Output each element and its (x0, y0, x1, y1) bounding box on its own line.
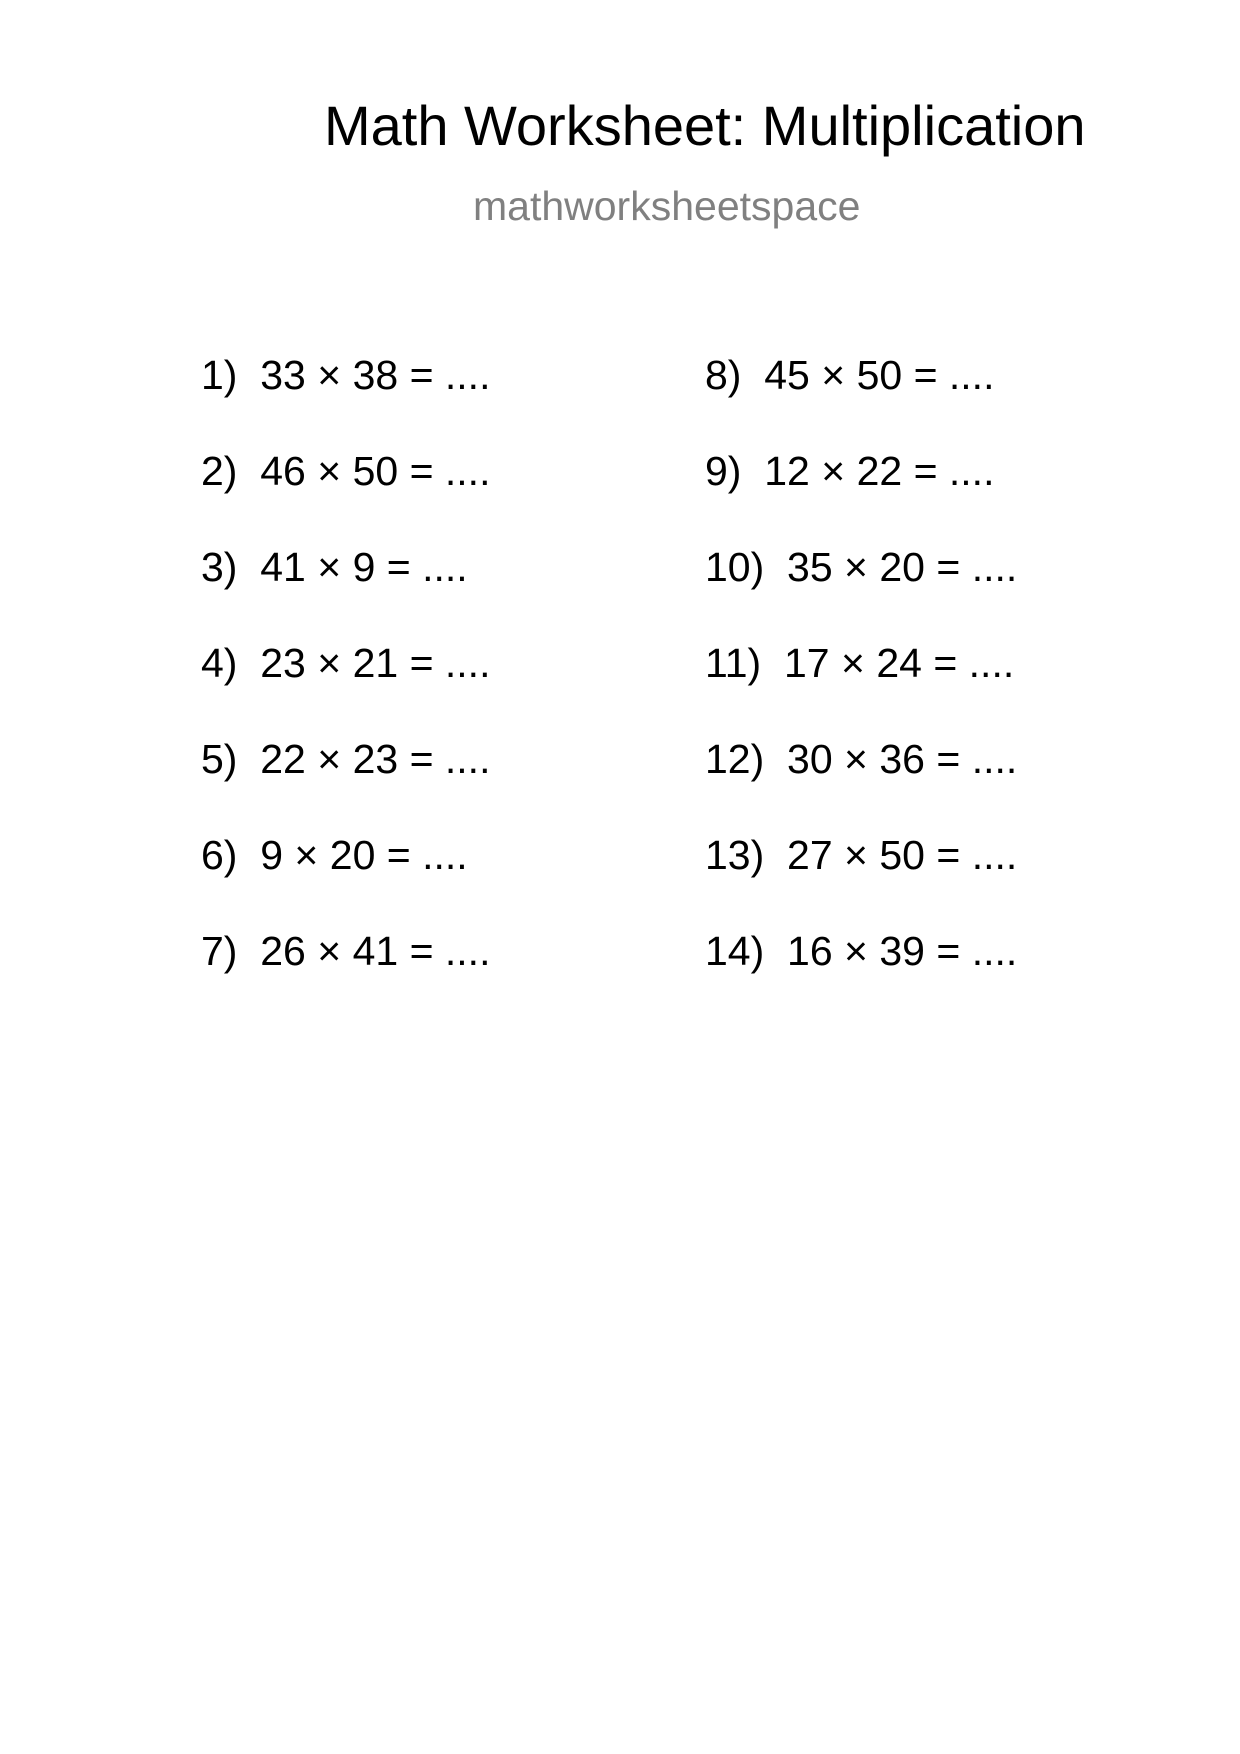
problem-7: 7) 26 × 41 = .... (201, 928, 491, 974)
problem-5: 5) 22 × 23 = .... (201, 736, 491, 782)
problem-3: 3) 41 × 9 = .... (201, 544, 468, 590)
problem-6: 6) 9 × 20 = .... (201, 832, 468, 878)
problem-12: 12) 30 × 36 = .... (705, 736, 1018, 782)
problem-1: 1) 33 × 38 = .... (201, 352, 491, 398)
problem-8: 8) 45 × 50 = .... (705, 352, 995, 398)
problem-4: 4) 23 × 21 = .... (201, 640, 491, 686)
problem-14: 14) 16 × 39 = .... (705, 928, 1018, 974)
worksheet-title: Math Worksheet: Multiplication (324, 94, 1086, 157)
problems-right-column (705, 352, 1018, 1027)
problem-9: 9) 12 × 22 = .... (705, 448, 995, 494)
worksheet-subtitle: mathworksheetspace (473, 183, 861, 229)
problem-11: 11) 17 × 24 = .... (705, 640, 1015, 686)
problem-10: 10) 35 × 20 = .... (705, 544, 1018, 590)
problem-2: 2) 46 × 50 = .... (201, 448, 491, 494)
problems-left-column (201, 352, 491, 1027)
problem-13: 13) 27 × 50 = .... (705, 832, 1018, 878)
